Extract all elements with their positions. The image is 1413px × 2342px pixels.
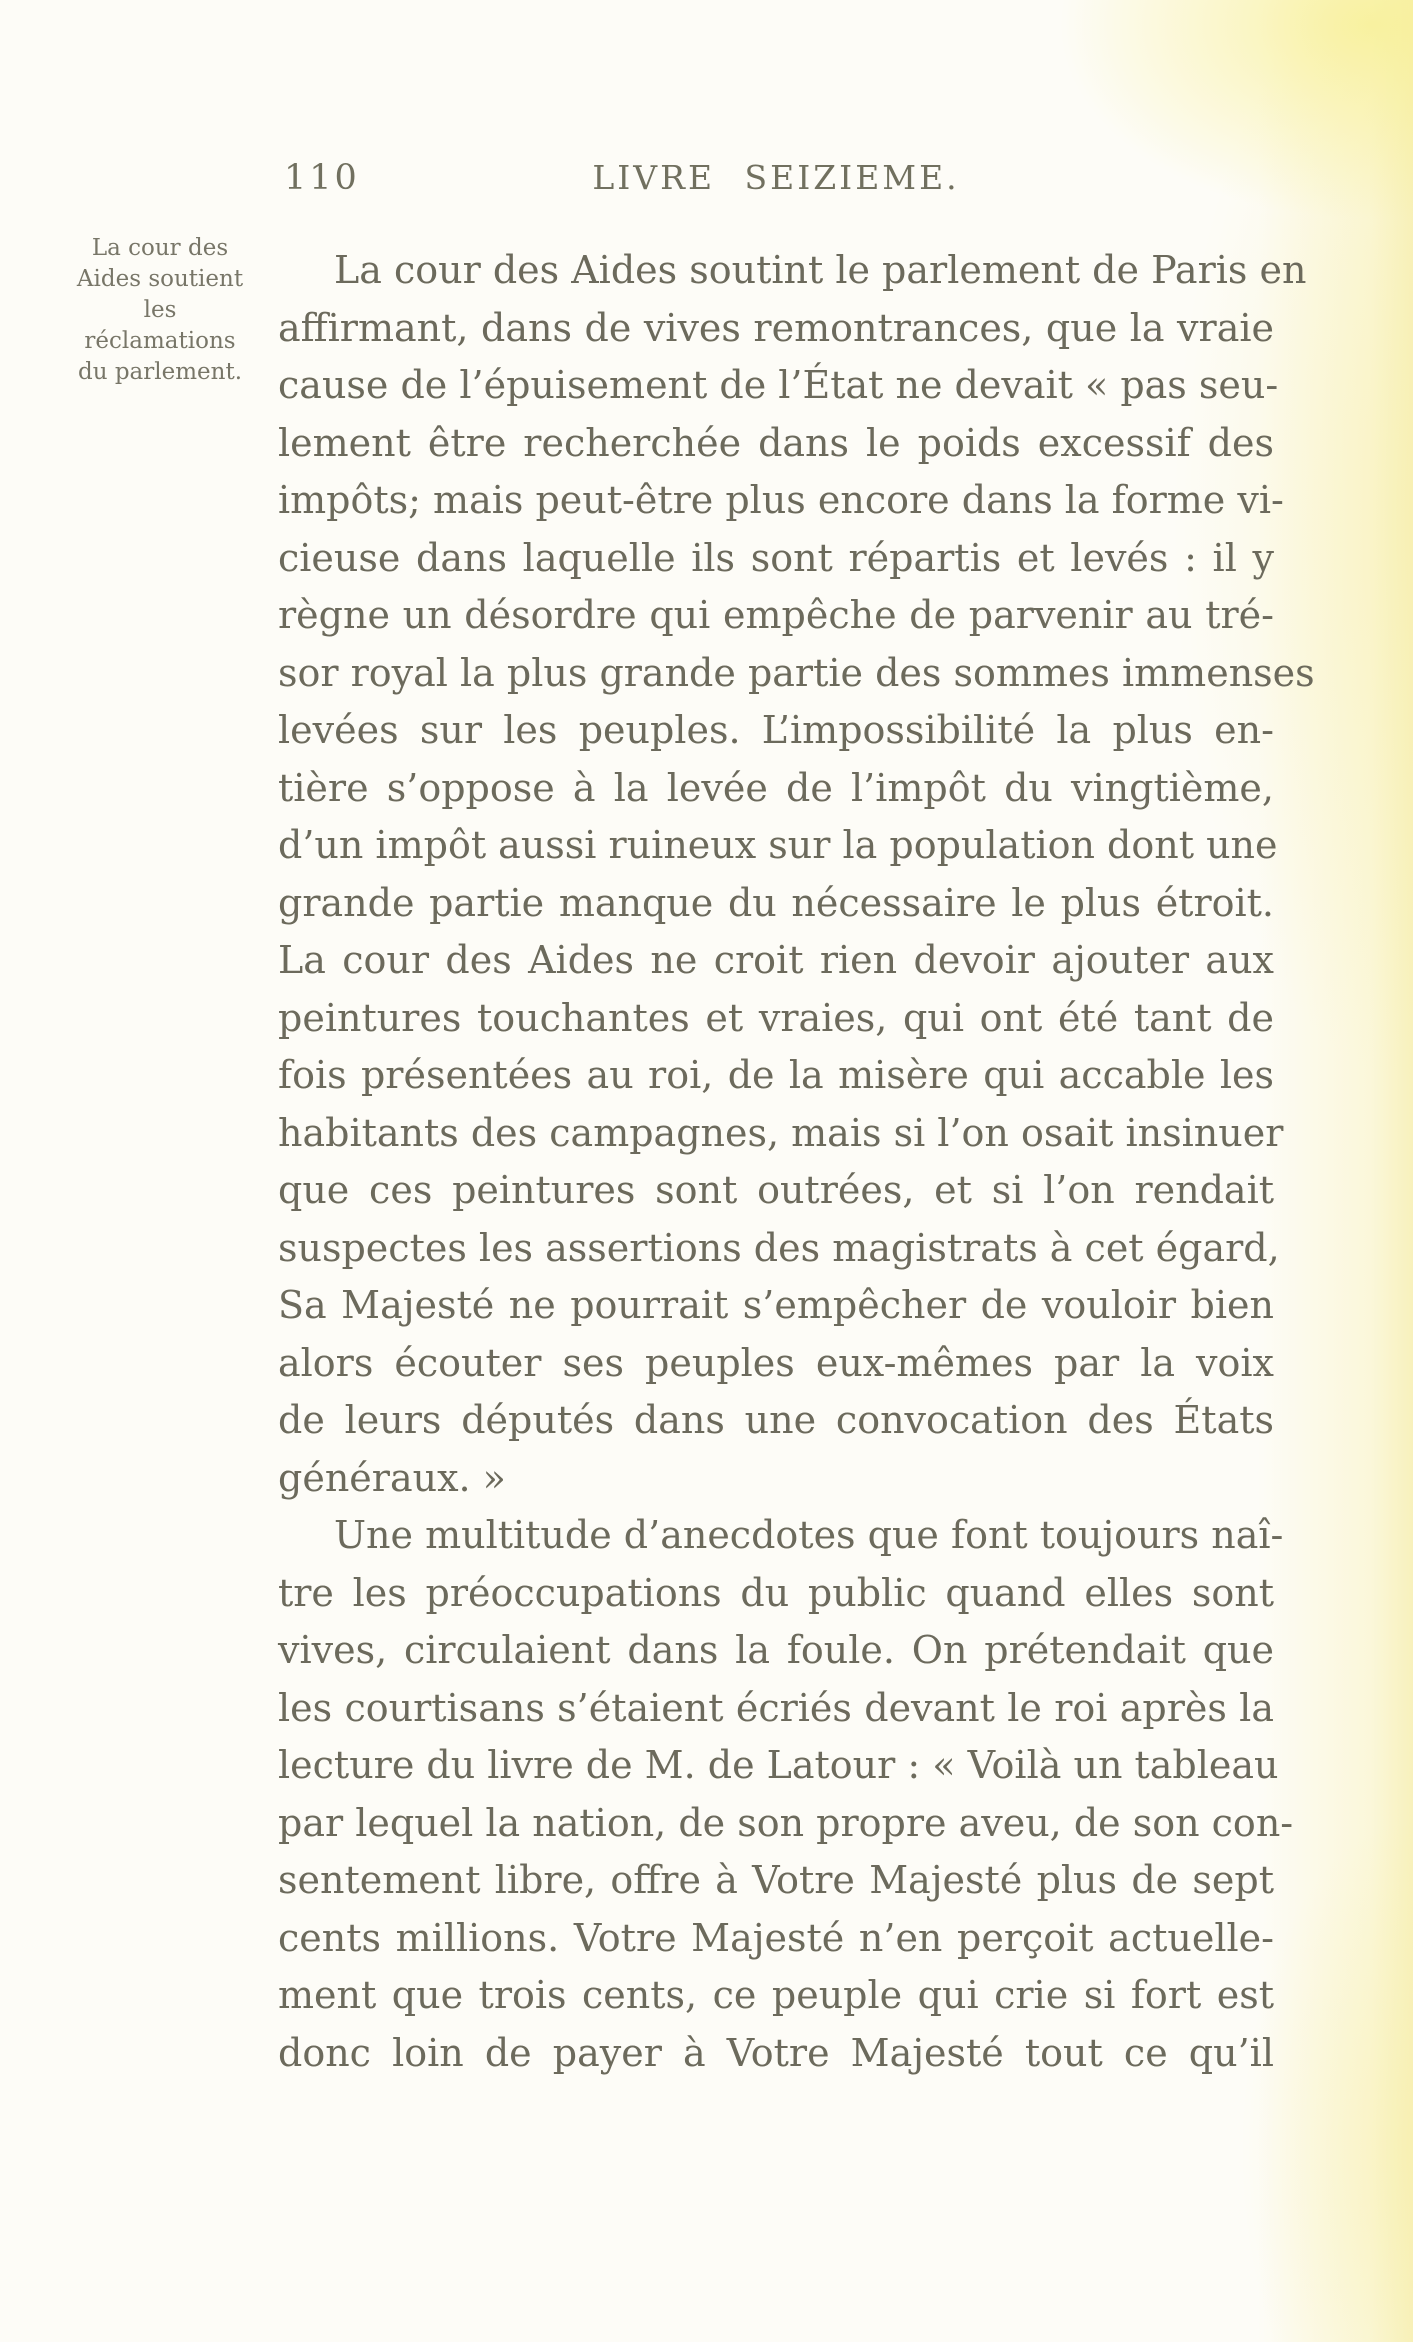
margin-note-line: les bbox=[143, 297, 177, 323]
text-line: levées sur les peuples. L’impossibilité la plus en- bbox=[278, 708, 1274, 752]
margin-note-line: La cour des bbox=[91, 235, 229, 261]
text-line: Sa Majesté ne pourrait s’empêcher de vouloir bien bbox=[278, 1283, 1274, 1327]
text-line: tre les préoccupations du public quand elles sont bbox=[278, 1570, 1274, 1615]
text-line: Une multitude d’anecdotes que font toujours naî- bbox=[334, 1513, 1284, 1557]
text-line: peintures touchantes et vraies, qui ont été tant de bbox=[278, 995, 1274, 1040]
page-number: 110 bbox=[284, 158, 360, 198]
text-line: par lequel la nation, de son propre aveu, de son con- bbox=[278, 1800, 1294, 1845]
text-line: tière s’oppose à la levée de l’impôt du vingtième, bbox=[278, 765, 1274, 810]
text-line: donc loin de payer à Votre Majesté tout ce qu’il bbox=[278, 2030, 1274, 2075]
text-line: alors écouter ses peuples eux-mêmes par la voix bbox=[278, 1340, 1274, 1385]
text-line: sor royal la plus grande partie des sommes immenses bbox=[278, 650, 1315, 695]
text-line: grande partie manque du nécessaire le plus étroit. bbox=[278, 880, 1274, 925]
text-line: fois présentées au roi, de la misère qui accable les bbox=[278, 1053, 1274, 1097]
running-title: LIVRE SEIZIEME. bbox=[592, 158, 960, 197]
text-line: impôts; mais peut-être plus encore dans la forme vi- bbox=[278, 478, 1284, 522]
text-line: d’un impôt aussi ruineux sur la population dont une bbox=[278, 823, 1278, 867]
margin-note-line: réclamations bbox=[84, 328, 236, 354]
margin-note-line: Aides soutient bbox=[76, 266, 244, 292]
text-line: cieuse dans laquelle ils sont répartis et levés : il y bbox=[278, 535, 1274, 580]
margin-note bbox=[58, 233, 262, 388]
text-line: habitants des campagnes, mais si l’on osait insinuer bbox=[278, 1110, 1284, 1155]
text-line: sentement libre, offre à Votre Majesté plus de sept bbox=[278, 1858, 1274, 1902]
text-line: cents millions. Votre Majesté n’en perçoit actuelle- bbox=[278, 1915, 1274, 1960]
running-head bbox=[278, 158, 1274, 206]
text-line: règne un désordre qui empêche de parvenir au tré- bbox=[278, 593, 1274, 637]
text-line: lement être recherchée dans le poids excessif des bbox=[278, 420, 1274, 465]
text-line: généraux. » bbox=[278, 1455, 506, 1500]
text-line: les courtisans s’étaient écriés devant le roi après la bbox=[278, 1685, 1274, 1730]
text-line: La cour des Aides ne croit rien devoir ajouter aux bbox=[278, 938, 1274, 982]
text-line: vives, circulaient dans la foule. On prétendait que bbox=[278, 1628, 1274, 1672]
text-line: suspectes les assertions des magistrats à cet égard, bbox=[278, 1225, 1280, 1270]
text-line: lecture du livre de M. de Latour : « Voilà un tableau bbox=[278, 1743, 1279, 1787]
text-line: de leurs députés dans une convocation des États bbox=[278, 1398, 1274, 1442]
text-line: cause de l’épuisement de l’État ne devait « pas seu- bbox=[278, 363, 1279, 407]
text-line: ment que trois cents, ce peuple qui crie si fort est bbox=[278, 1973, 1274, 2017]
text-line: affirmant, dans de vives remontrances, que la vraie bbox=[278, 305, 1274, 350]
text-line: que ces peintures sont outrées, et si l’on rendait bbox=[278, 1168, 1274, 1212]
body-text bbox=[278, 242, 1315, 2082]
text-line: La cour des Aides soutint le parlement de Paris en bbox=[334, 248, 1307, 292]
margin-note-line: du parlement. bbox=[77, 359, 243, 385]
